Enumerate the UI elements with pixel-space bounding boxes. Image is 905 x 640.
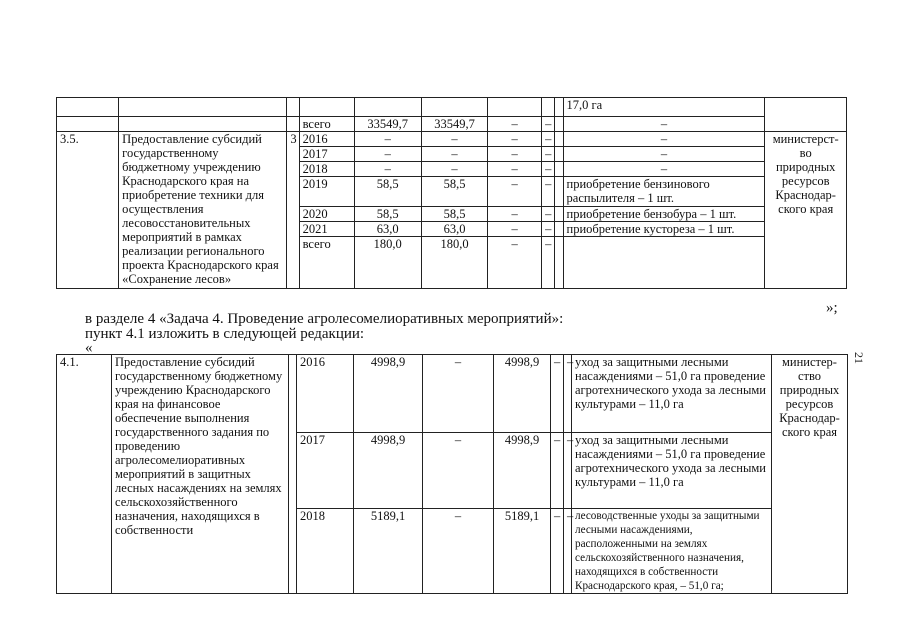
- source-cell: 3: [287, 132, 299, 289]
- value-cell: –: [421, 147, 487, 162]
- note-cell: приобретение бензинового распылителя – 1 шт.: [563, 177, 765, 207]
- value-cell: –: [542, 162, 555, 177]
- value-cell: –: [423, 355, 494, 433]
- value-cell: –: [551, 355, 564, 433]
- value-cell: –: [423, 509, 494, 594]
- value-cell: 58,5: [421, 177, 487, 207]
- value-cell: –: [488, 162, 542, 177]
- value-cell: 4998,9: [354, 433, 423, 509]
- year-cell: всего: [299, 237, 354, 289]
- open-quote: «: [85, 340, 93, 356]
- note-cell: –: [563, 117, 765, 132]
- note-cell: –: [563, 147, 765, 162]
- table-item-4-1: [56, 354, 848, 594]
- note-cell: лесоводственные уходы за защитными лесными насаждениями, расположенными на землях сельскохозяйственного назначения, находящихся в собственности Краснодарского края, – 51,0 га;: [572, 509, 772, 594]
- value-cell: 4998,9: [494, 355, 551, 433]
- value-cell: –: [488, 237, 542, 289]
- note-cell: 17,0 га: [563, 98, 765, 117]
- value-cell: 63,0: [354, 222, 421, 237]
- executor-cell: министер-ство природных ресурсов Краснодар-ского края: [772, 355, 848, 594]
- value-cell: –: [354, 162, 421, 177]
- value-cell: –: [551, 433, 564, 509]
- item-number: 3.5.: [57, 132, 119, 289]
- value-cell: –: [488, 207, 542, 222]
- year-cell: 2018: [299, 162, 354, 177]
- section-line-2: пункт 4.1 изложить в следующей редакции:: [85, 326, 365, 342]
- value-cell: –: [488, 117, 542, 132]
- year-cell: 2019: [299, 177, 354, 207]
- table-item-3-5: [56, 97, 847, 289]
- value-cell: 180,0: [421, 237, 487, 289]
- item-number: 4.1.: [57, 355, 112, 594]
- value-cell: 58,5: [421, 207, 487, 222]
- value-cell: –: [542, 207, 555, 222]
- value-cell: 58,5: [354, 177, 421, 207]
- value-cell: –: [564, 355, 572, 433]
- value-cell: –: [542, 147, 555, 162]
- note-cell: [563, 237, 765, 289]
- value-cell: 5189,1: [354, 509, 423, 594]
- value-cell: –: [488, 147, 542, 162]
- year-cell: 2016: [297, 355, 354, 433]
- value-cell: –: [423, 433, 494, 509]
- value-cell: –: [542, 177, 555, 207]
- value-cell: –: [542, 237, 555, 289]
- value-cell: –: [488, 132, 542, 147]
- note-cell: уход за защитными лесными насаждениями – 51,0 га проведение агротехнического ухода за лесными культурами – 11,0 га: [572, 433, 772, 509]
- item-name: Предоставление субсидий государственному бюджетному учреждению Краснодарского края на финансовое обеспечение выполнения государственного задания по проведению агролесомелиоративных мероприятий в защитных лесных насаждениях на землях сельскохозяйственного назначения, находящихся в собственности: [112, 355, 289, 594]
- value-cell: 33549,7: [354, 117, 421, 132]
- table-row: [57, 132, 847, 147]
- close-quote: »;: [826, 300, 838, 316]
- value-cell: 180,0: [354, 237, 421, 289]
- value-cell: –: [421, 162, 487, 177]
- year-cell: 2017: [299, 147, 354, 162]
- value-cell: –: [354, 147, 421, 162]
- year-cell: всего: [299, 117, 354, 132]
- section-line-1: в разделе 4 «Задача 4. Проведение агролесомелиоративных мероприятий»:: [85, 311, 564, 327]
- value-cell: –: [542, 222, 555, 237]
- value-cell: –: [542, 117, 555, 132]
- note-cell: приобретение бензобура – 1 шт.: [563, 207, 765, 222]
- table-row: [57, 117, 847, 132]
- value-cell: 4998,9: [494, 433, 551, 509]
- value-cell: –: [564, 509, 572, 594]
- value-cell: –: [488, 177, 542, 207]
- executor-cell: министерст-во природных ресурсов Краснодар-ского края: [765, 132, 847, 289]
- note-cell: уход за защитными лесными насаждениями – 51,0 га проведение агротехнического ухода за лесными культурами – 11,0 га: [572, 355, 772, 433]
- year-cell: 2016: [299, 132, 354, 147]
- value-cell: 63,0: [421, 222, 487, 237]
- value-cell: 33549,7: [421, 117, 487, 132]
- value-cell: –: [551, 509, 564, 594]
- year-cell: 2021: [299, 222, 354, 237]
- value-cell: –: [354, 132, 421, 147]
- note-cell: приобретение кустореза – 1 шт.: [563, 222, 765, 237]
- value-cell: 58,5: [354, 207, 421, 222]
- value-cell: –: [488, 222, 542, 237]
- value-cell: –: [421, 132, 487, 147]
- item-name: Предоставление субсидий государственному бюджетному учреждению Краснодарского края на приобретение техники для осуществления лесовосстановительных мероприятий в рамках реализации регионального проекта Краснодарского края «Сохранение лесов»: [119, 132, 287, 289]
- year-cell: 2017: [297, 433, 354, 509]
- year-cell: 2018: [297, 509, 354, 594]
- value-cell: 5189,1: [494, 509, 551, 594]
- year-cell: 2020: [299, 207, 354, 222]
- note-cell: –: [563, 132, 765, 147]
- value-cell: 4998,9: [354, 355, 423, 433]
- table-row: [57, 98, 847, 117]
- note-cell: –: [563, 162, 765, 177]
- table-row: [57, 355, 848, 433]
- value-cell: –: [542, 132, 555, 147]
- page-number: 21: [852, 352, 866, 364]
- value-cell: –: [564, 433, 572, 509]
